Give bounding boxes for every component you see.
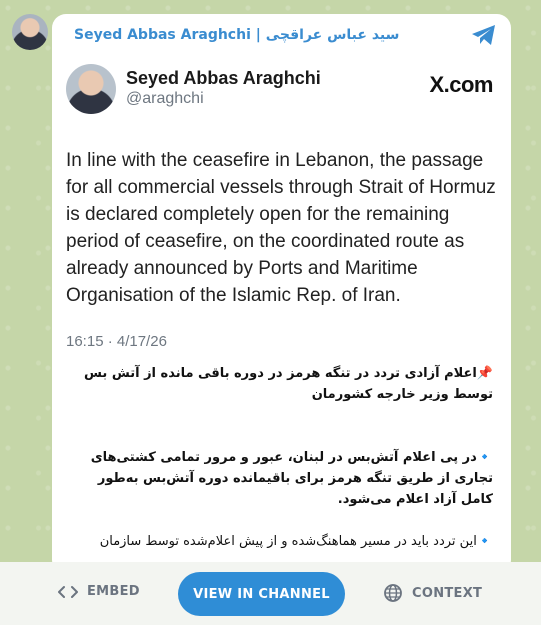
channel-avatar[interactable] xyxy=(12,14,48,50)
code-icon xyxy=(58,585,78,599)
context-button[interactable] xyxy=(383,583,482,603)
tweet-preview[interactable] xyxy=(52,62,511,350)
persian-paragraph-truncated: 🔹این تردد باید در مسیر هماهنگ‌شده و از پیش اعلام‌شده توسط سازمان xyxy=(99,534,493,549)
globe-icon xyxy=(383,583,403,603)
tweet-author-handle: @araghchi xyxy=(126,90,204,107)
channel-title[interactable]: Seyed Abbas Araghchi | سید عباس عراقچی xyxy=(74,27,400,43)
view-in-channel-button[interactable]: VIEW IN CHANNEL xyxy=(178,572,345,616)
tweet-timestamp: 16:15 · 4/17/26 xyxy=(66,333,167,350)
card-header xyxy=(52,14,511,56)
message-card xyxy=(52,14,511,574)
bottom-bar xyxy=(0,562,541,625)
embed-label: EMBED xyxy=(87,584,140,599)
context-label: CONTEXT xyxy=(412,585,483,601)
tweet-author-name: Seyed Abbas Araghchi xyxy=(126,68,321,88)
x-logo: X.com xyxy=(429,72,493,97)
embed-button[interactable] xyxy=(58,584,140,599)
telegram-icon[interactable] xyxy=(471,24,497,46)
persian-paragraph: 🔹در پی اعلام آتش‌بس در لبنان، عبور و مرور تمامی کشتی‌های تجاری از طریق تنگه هرمز برای باقیمانده دوره آتش‌بس به‌طور کامل آزاد اعلام می‌شود. xyxy=(90,450,493,507)
tweet-author-avatar xyxy=(66,64,116,114)
tweet-text: In line with the ceasefire in Lebanon, the passage for all commercial vessels through Strait of Hormuz is declared completely open for the remaining period of ceasefire, on the coordinated route as already announced by Ports and Maritime Organisation of the Islamic Rep. of Iran. xyxy=(66,150,496,306)
persian-headline: 📌اعلام آزادی تردد در تنگه هرمز در دوره باقی مانده از آتش بس توسط وزیر خارجه کشورمان xyxy=(84,366,493,402)
tweet-author-row xyxy=(52,62,511,122)
